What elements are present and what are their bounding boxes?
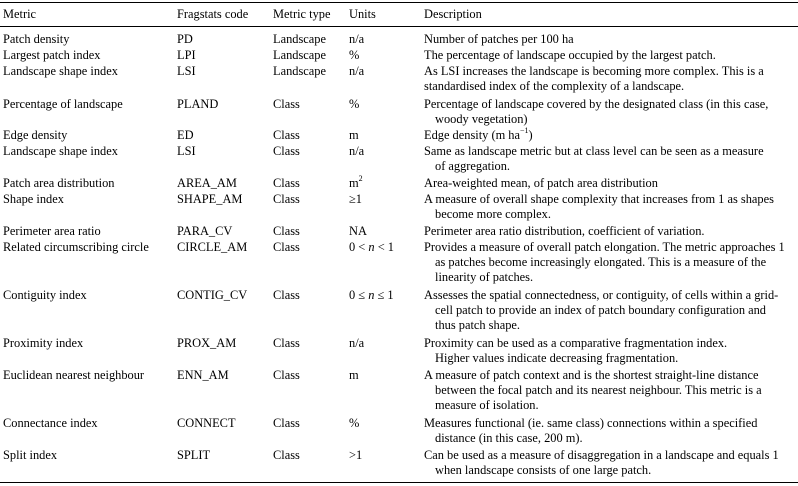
description-line: Edge density (m $ha^{-1}$) [424, 125, 533, 142]
description-line: linearity of patches. [435, 270, 534, 284]
cell-metric-type: Class [273, 288, 300, 302]
cell-units: m [349, 128, 359, 142]
cell-metric-type: Class [273, 144, 300, 158]
header-units: Units [349, 7, 376, 21]
table-top-rule [0, 2, 798, 3]
description-line: Provides a measure of overall patch elongation. The metric approaches 1 [424, 240, 785, 254]
cell-fragstats-code: CONTIG_CV [177, 288, 248, 302]
cell-metric: Connectance index [3, 416, 98, 430]
cell-description [424, 416, 796, 446]
cell-units: n/a [349, 32, 365, 46]
cell-fragstats-code: ED [177, 128, 194, 142]
cell-metric: Landscape shape index [3, 144, 118, 158]
cell-units: m [349, 368, 359, 382]
cell-metric: Edge density [3, 128, 68, 142]
header-fragstats-code: Fragstats code [177, 7, 249, 21]
cell-units: NA [349, 224, 367, 238]
description-line: thus patch shape. [435, 318, 520, 332]
cell-description [424, 48, 796, 63]
cell-metric: Split index [3, 448, 58, 462]
cell-metric: Patch area distribution [3, 176, 115, 190]
cell-metric-type: Landscape [273, 32, 326, 46]
cell-description [424, 368, 796, 413]
description-line: Proximity can be used as a comparative fragmentation index. [424, 336, 728, 350]
description-line: Same as landscape metric but at class level can be seen as a measure [424, 144, 764, 158]
description-line: A measure of patch context and is the shortest straight-line distance [424, 368, 759, 382]
description-line: of aggregation. [435, 159, 511, 173]
description-line: The percentage of landscape occupied by the largest patch. [424, 48, 716, 62]
description-line: Number of patches per 100 ha [424, 32, 574, 46]
cell-units: $m^2$ [349, 173, 363, 190]
cell-units: >1 [349, 448, 363, 462]
cell-metric-type: Class [273, 336, 300, 350]
description-line: As LSI increases the landscape is becoming more complex. This is a [424, 64, 764, 78]
description-line: measure of isolation. [435, 398, 539, 412]
cell-units: % [349, 48, 360, 62]
cell-metric-type: Class [273, 97, 300, 111]
cell-metric-type: Class [273, 416, 300, 430]
cell-fragstats-code: CONNECT [177, 416, 236, 430]
cell-metric: Proximity index [3, 336, 84, 350]
cell-description [424, 64, 796, 94]
cell-metric-type: Class [273, 176, 300, 190]
cell-fragstats-code: SHAPE_AM [177, 192, 243, 206]
cell-metric: Patch density [3, 32, 70, 46]
cell-units: n/a [349, 144, 365, 158]
table-bottom-rule [0, 482, 798, 483]
cell-metric-type: Class [273, 192, 300, 206]
cell-description [424, 448, 796, 478]
cell-metric-type: Class [273, 240, 300, 254]
description-line: become more complex. [435, 207, 551, 221]
cell-description [424, 32, 796, 47]
description-line: when landscape consists of one large patch. [435, 463, 652, 477]
cell-fragstats-code: SPLIT [177, 448, 211, 462]
cell-description [424, 336, 796, 366]
cell-units: ≥1 [349, 192, 362, 206]
cell-metric: Landscape shape index [3, 64, 118, 78]
cell-metric-type: Landscape [273, 48, 326, 62]
header-metric-type: Metric type [273, 7, 331, 21]
cell-fragstats-code: PROX_AM [177, 336, 237, 350]
cell-metric-type: Class [273, 368, 300, 382]
description-line: standardised index of the complexity of a landscape. [424, 79, 685, 93]
cell-metric-type: Class [273, 224, 300, 238]
cell-description [424, 125, 796, 143]
cell-description [424, 224, 796, 239]
description-line: between the focal patch and its nearest neighbour. This metric is a [435, 383, 762, 397]
cell-fragstats-code: LSI [177, 144, 196, 158]
units-variable: n [368, 288, 375, 302]
cell-metric-type: Landscape [273, 64, 326, 78]
cell-metric-type: Class [273, 448, 300, 462]
cell-units: % [349, 416, 360, 430]
cell-fragstats-code: ENN_AM [177, 368, 229, 382]
cell-metric: Percentage of landscape [3, 97, 123, 111]
cell-fragstats-code: LSI [177, 64, 196, 78]
header-metric: Metric [3, 7, 37, 21]
cell-metric-type: Class [273, 128, 300, 142]
description-superscript: −1 [520, 125, 529, 135]
cell-description [424, 144, 796, 174]
cell-fragstats-code: LPI [177, 48, 196, 62]
description-line: cell patch to provide an index of patch boundary configuration and [435, 303, 766, 317]
header-description: Description [424, 7, 482, 21]
description-line: Area-weighted mean, of patch area distribution [424, 176, 658, 190]
cell-metric: Related circumscribing circle [3, 240, 149, 254]
cell-units: 0 ≤ n ≤ 1 [349, 288, 394, 302]
cell-metric: Perimeter area ratio [3, 224, 101, 238]
cell-fragstats-code: PARA_CV [177, 224, 233, 238]
cell-metric: Euclidean nearest neighbour [3, 368, 145, 382]
description-line: Can be used as a measure of disaggregation in a landscape and equals 1 [424, 448, 779, 462]
description-line: Percentage of landscape covered by the designated class (in this case, [424, 97, 769, 111]
table-header-rule [0, 26, 798, 27]
cell-fragstats-code: PLAND [177, 97, 219, 111]
description-line: Perimeter area ratio distribution, coefficient of variation. [424, 224, 705, 238]
cell-metric: Shape index [3, 192, 64, 206]
cell-fragstats-code: AREA_AM [177, 176, 237, 190]
units-superscript: 2 [358, 173, 363, 183]
cell-metric: Largest patch index [3, 48, 101, 62]
cell-description [424, 240, 796, 285]
description-line: woody vegetation) [435, 112, 528, 126]
cell-description [424, 97, 796, 127]
description-line: Higher values indicate decreasing fragmentation. [435, 351, 679, 365]
cell-units: n/a [349, 336, 365, 350]
cell-units: % [349, 97, 360, 111]
description-line: as patches become increasingly elongated. This is a measure of the [435, 255, 767, 269]
cell-fragstats-code: CIRCLE_AM [177, 240, 248, 254]
description-line: distance (in this case, 200 m). [435, 431, 583, 445]
cell-description [424, 192, 796, 222]
cell-units: n/a [349, 64, 365, 78]
description-line: A measure of overall shape complexity that increases from 1 as shapes [424, 192, 774, 206]
units-variable: n [368, 240, 375, 254]
description-line: Measures functional (ie. same class) connections within a specified [424, 416, 758, 430]
description-line: Assesses the spatial connectedness, or contiguity, of cells within a grid- [424, 288, 779, 302]
cell-fragstats-code: PD [177, 32, 193, 46]
cell-metric: Contiguity index [3, 288, 87, 302]
cell-units: 0 < n < 1 [349, 240, 394, 254]
cell-description [424, 288, 796, 333]
cell-description [424, 176, 796, 191]
